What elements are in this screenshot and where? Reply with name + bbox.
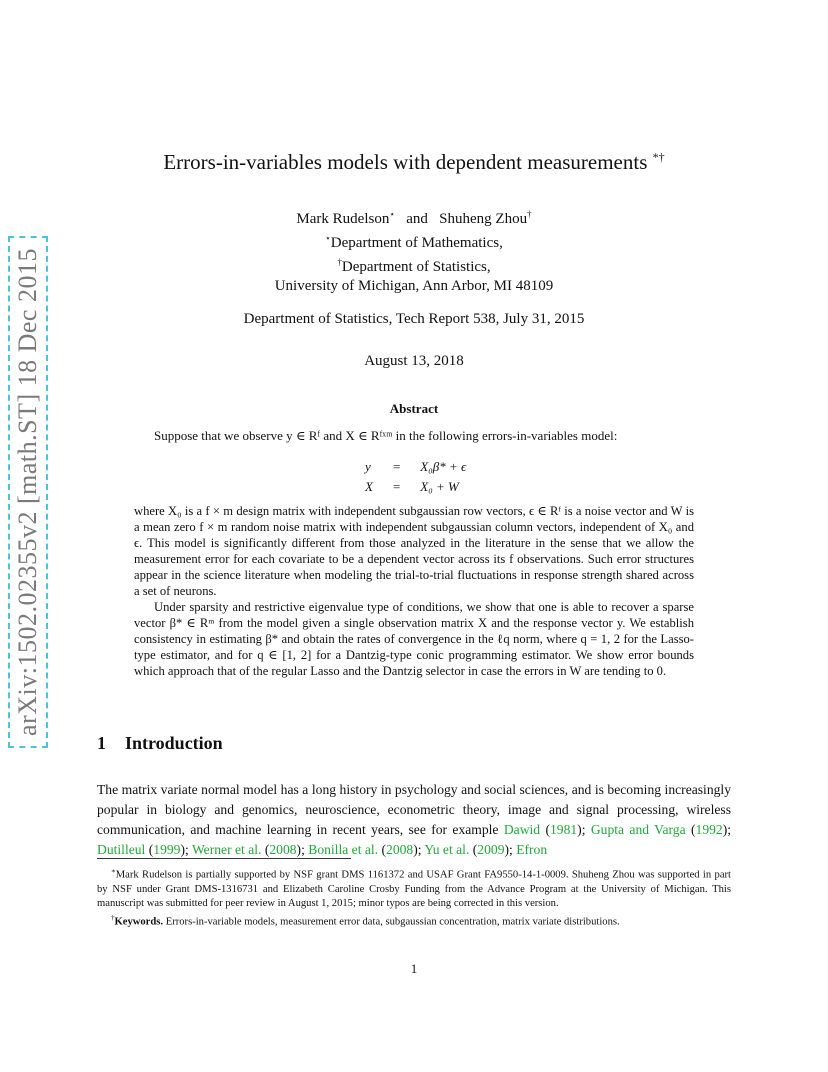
eq1-rhs: X₀β* + ϵ (420, 459, 467, 474)
eq1-lhs: y (365, 459, 371, 474)
footnote-2-text: Errors-in-variable models, measurement error data, subgaussian concentration, matrix variate distributions. (165, 916, 620, 928)
abstract-body (134, 503, 694, 679)
citation-link[interactable]: Efron (516, 842, 548, 857)
affiliation-2-mark: † (337, 257, 342, 267)
paper-date: August 13, 2018 (364, 353, 464, 369)
affiliation-2 (100, 253, 728, 277)
citation-year-link[interactable]: 1999 (153, 842, 181, 857)
introduction-paragraph: The matrix variate normal model has a long history in psychology and social sciences, and is becoming increasingly popular in biology and genomics, neuroscience, econometric theory, image and signal processing, wireless communication, and machine learning in recent years, see for example Dawid (1981); Gupta and Varga (1992); Dutilleul (1999); Werner et al. (2008); Bonilla et al. (2008); Yu et al. (2009); Efron (97, 782, 732, 857)
page-number: 1 (410, 961, 418, 976)
citation-link[interactable]: Gupta and Varga (590, 822, 686, 837)
arxiv-identifier[interactable]: arXiv:1502.02355v2 [math.ST] 18 Dec 2015 (13, 248, 42, 736)
author-2: Shuheng Zhou (439, 211, 528, 227)
affiliation-1-text: Department of Mathematics, (330, 235, 503, 251)
tech-report-line: Department of Statistics, Tech Report 538, July 31, 2015 (243, 311, 585, 327)
eq2-rhs: X₀ + W (420, 479, 459, 494)
citation-year-link[interactable]: 1992 (695, 822, 723, 837)
equation-1 (355, 457, 476, 477)
abstract-paragraph-1: where X₀ is a f × m design matrix with independent subgaussian row vectors, ϵ ∈ Rᶠ is a noise vector and W is a mean zero f × m random noise matrix with independent subgaussian column vectors, independent of X₀ and ϵ. This model is significantly different from those analyzed in the literature in the sense that we allow the measurement error for each covariate to be a dependent vector across its f observations. Such error structures appear in the science literature when modeling the trial-to-trial fluctuations in response strength shared across a set of neurons. (134, 504, 694, 598)
eq1-rel: = (392, 459, 401, 474)
equation-2 (355, 477, 476, 497)
abstract-intro: Suppose that we observe y ∈ Rᶠ and X ∈ Rᶠˣᵐ in the following errors-in-variables model: (154, 428, 618, 443)
footnotes (97, 864, 731, 929)
author-1: Mark Rudelson (296, 211, 390, 227)
citation-year-link[interactable]: 1981 (549, 822, 578, 837)
paper-title (100, 150, 728, 175)
citation-year-link[interactable]: 2008 (269, 842, 297, 857)
author-1-mark: ⋆ (389, 209, 395, 219)
citation-link[interactable]: Dutilleul (97, 842, 146, 857)
intro-text: The matrix variate normal model has a long history in psychology and social sciences, and is becoming increasingly popular in biology and genomics, neuroscience, econometric theory, image and signal processing, wireless communication, and machine learning in recent years, see for example (97, 782, 731, 837)
affiliation-2-text: Department of Statistics, (341, 259, 491, 275)
abstract-paragraph-2: Under sparsity and restrictive eigenvalue type of conditions, we show that one is able to recover a sparse vector β* ∈ Rᵐ from the model given a single observation matrix X and the response vector y. We establish consistency in estimating β* and obtain the rates of convergence in the ℓq norm, where q = 1, 2 for the Lasso-type estimator, and for q ∈ [1, 2] for a Dantzig-type conic programming estimator. We show error bounds which approach that of the regular Lasso and the Dantzig selector in case the errors in W are tending to 0. (134, 600, 694, 678)
footnote-1-text: Mark Rudelson is partially supported by NSF grant DMS 1161372 and USAF Grant FA9550-14-1-0009. Shuheng Zhou was supported in part by NSF under Grant DMS-1316731 and Elizabeth Caroline Crosby Funding from the Advance Program at the University of Michigan. This manuscript was submitted for peer review in August 1, 2015; minor typos are being corrected in this version. (97, 869, 731, 909)
author-block (100, 205, 728, 296)
author-2-mark: † (527, 209, 532, 219)
abstract-heading: Abstract (389, 401, 439, 416)
section-number: 1 (97, 733, 106, 753)
citation-link[interactable]: Werner et al. (191, 842, 262, 857)
footnote-1 (97, 864, 731, 911)
section-title: Introduction (125, 733, 223, 753)
footnote-2 (97, 911, 731, 930)
author-names (100, 205, 728, 229)
arxiv-stamp[interactable] (8, 236, 48, 748)
citation-year-link[interactable]: 2008 (386, 842, 414, 857)
footnote-2-mark: † (111, 913, 115, 922)
affiliation-1-mark: ⋆ (325, 233, 331, 243)
footnote-1-mark: ∗ (111, 867, 116, 875)
title-footnote-marks[interactable]: *† (652, 150, 665, 164)
section-heading-introduction (97, 733, 223, 754)
footnote-divider (97, 858, 351, 859)
model-equations (355, 457, 476, 497)
citation-link[interactable]: Yu et al. (424, 842, 470, 857)
eq2-lhs: X (365, 479, 373, 494)
citation-link[interactable]: Dawid (503, 822, 541, 837)
eq2-rel: = (392, 479, 401, 494)
keywords-label: Keywords. (114, 916, 164, 928)
citation-link[interactable]: Bonilla et al. (308, 842, 379, 857)
title-text: Errors-in-variables models with dependent measurements (163, 150, 648, 174)
affiliation-3: University of Michigan, Ann Arbor, MI 48109 (274, 278, 554, 294)
affiliation-1 (100, 229, 728, 253)
author-and: and (406, 211, 428, 227)
citation-year-link[interactable]: 2009 (477, 842, 505, 857)
